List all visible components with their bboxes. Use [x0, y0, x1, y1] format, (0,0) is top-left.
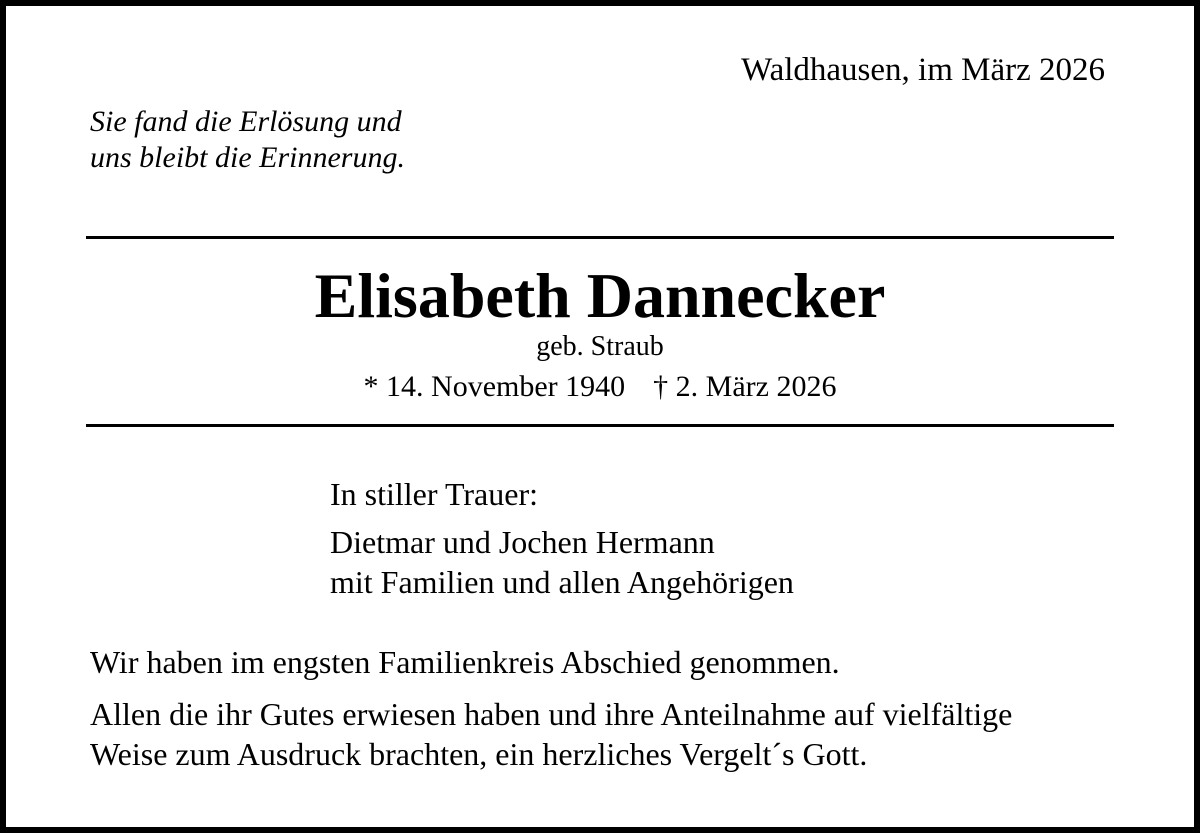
place-date: Waldhausen, im März 2026: [741, 52, 1105, 88]
life-dates: [0, 368, 1200, 406]
motto: [90, 104, 405, 176]
divider-top: [86, 236, 1114, 239]
maiden-name: geb. Straub: [536, 331, 664, 362]
motto-line-2: uns bleibt die Erinnerung.: [90, 141, 405, 174]
farewell-text: Wir haben im engsten Familienkreis Abschied genommen.: [90, 644, 840, 680]
birth-date: * 14. November 1940: [363, 370, 626, 403]
thanks-line-1: Allen die ihr Gutes erwiesen haben und ihre Anteilnahme auf vielfältige: [90, 696, 1013, 732]
closing-block: [90, 642, 1012, 774]
mourners-block: [330, 474, 794, 602]
divider-bottom: [86, 424, 1114, 427]
mourners-line-1: Dietmar und Jochen Hermann: [330, 524, 715, 560]
motto-line-1: Sie fand die Erlösung und: [90, 105, 402, 138]
death-date: † 2. März 2026: [653, 370, 837, 403]
thanks-line-2: Weise zum Ausdruck brachten, ein herzliches Vergelt´s Gott.: [90, 736, 868, 772]
mourners-line-2: mit Familien und allen Angehörigen: [330, 564, 794, 600]
mourners-heading: In stiller Trauer:: [330, 476, 538, 512]
deceased-name: Elisabeth Dannecker: [314, 260, 886, 331]
